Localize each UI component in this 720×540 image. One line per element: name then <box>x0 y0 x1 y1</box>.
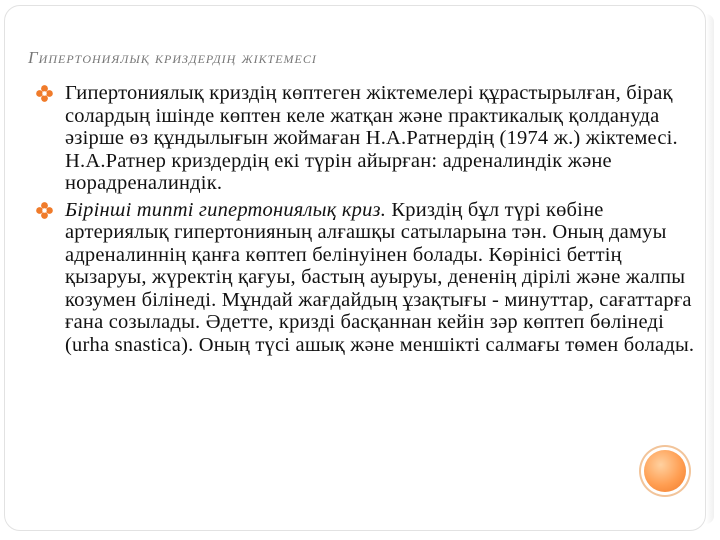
bullet-item <box>36 82 696 195</box>
frame-shadow <box>706 14 714 524</box>
bullet-text <box>65 82 696 195</box>
bullet-body: Гипертониялық криздің көптеген жіктемелері құрастырылған, бірақ солардың ішінде көптен келе жатқан және практикалық қолдануда әзірше өз құндылығын жоймаған Н.А.Ратнердің (1974 ж.) жіктемесі. Н.А.Ратнер криздердің екі түрін айырған: адреналиндік және норадреналиндік. <box>65 82 678 194</box>
flower-bullet-icon <box>36 85 53 102</box>
bullet-item <box>36 199 696 357</box>
slide-content <box>36 82 696 360</box>
bullet-text <box>65 199 696 357</box>
flower-bullet-icon <box>36 202 53 219</box>
bullet-emphasis: Бірінші типті гипертониялық криз. <box>65 198 387 221</box>
slide-title: Гипертониялық криздердің жіктемесі <box>28 48 317 67</box>
decorative-orange-circle <box>644 450 686 492</box>
bullet-body: Криздің бұл түрі көбіне артериялық гипертонияның алғашқы сатыларына тән. Оның дамуы адреналиннің қанға көптеп белінуінен болады. Көрінісі беттің қызаруы, жүректің қағуы, бастың ауыруы, дененің дірілі және жалпы козумен білінеді. Мұндай жағдайдың ұзақтығы - минуттар, сағаттарға ғана созылады. Әдетте, кризді басқаннан кейін зәр көптеп бөлінеді (urha snastica). Оның түсі ашық және меншікті салмағы төмен болады. <box>65 198 695 356</box>
